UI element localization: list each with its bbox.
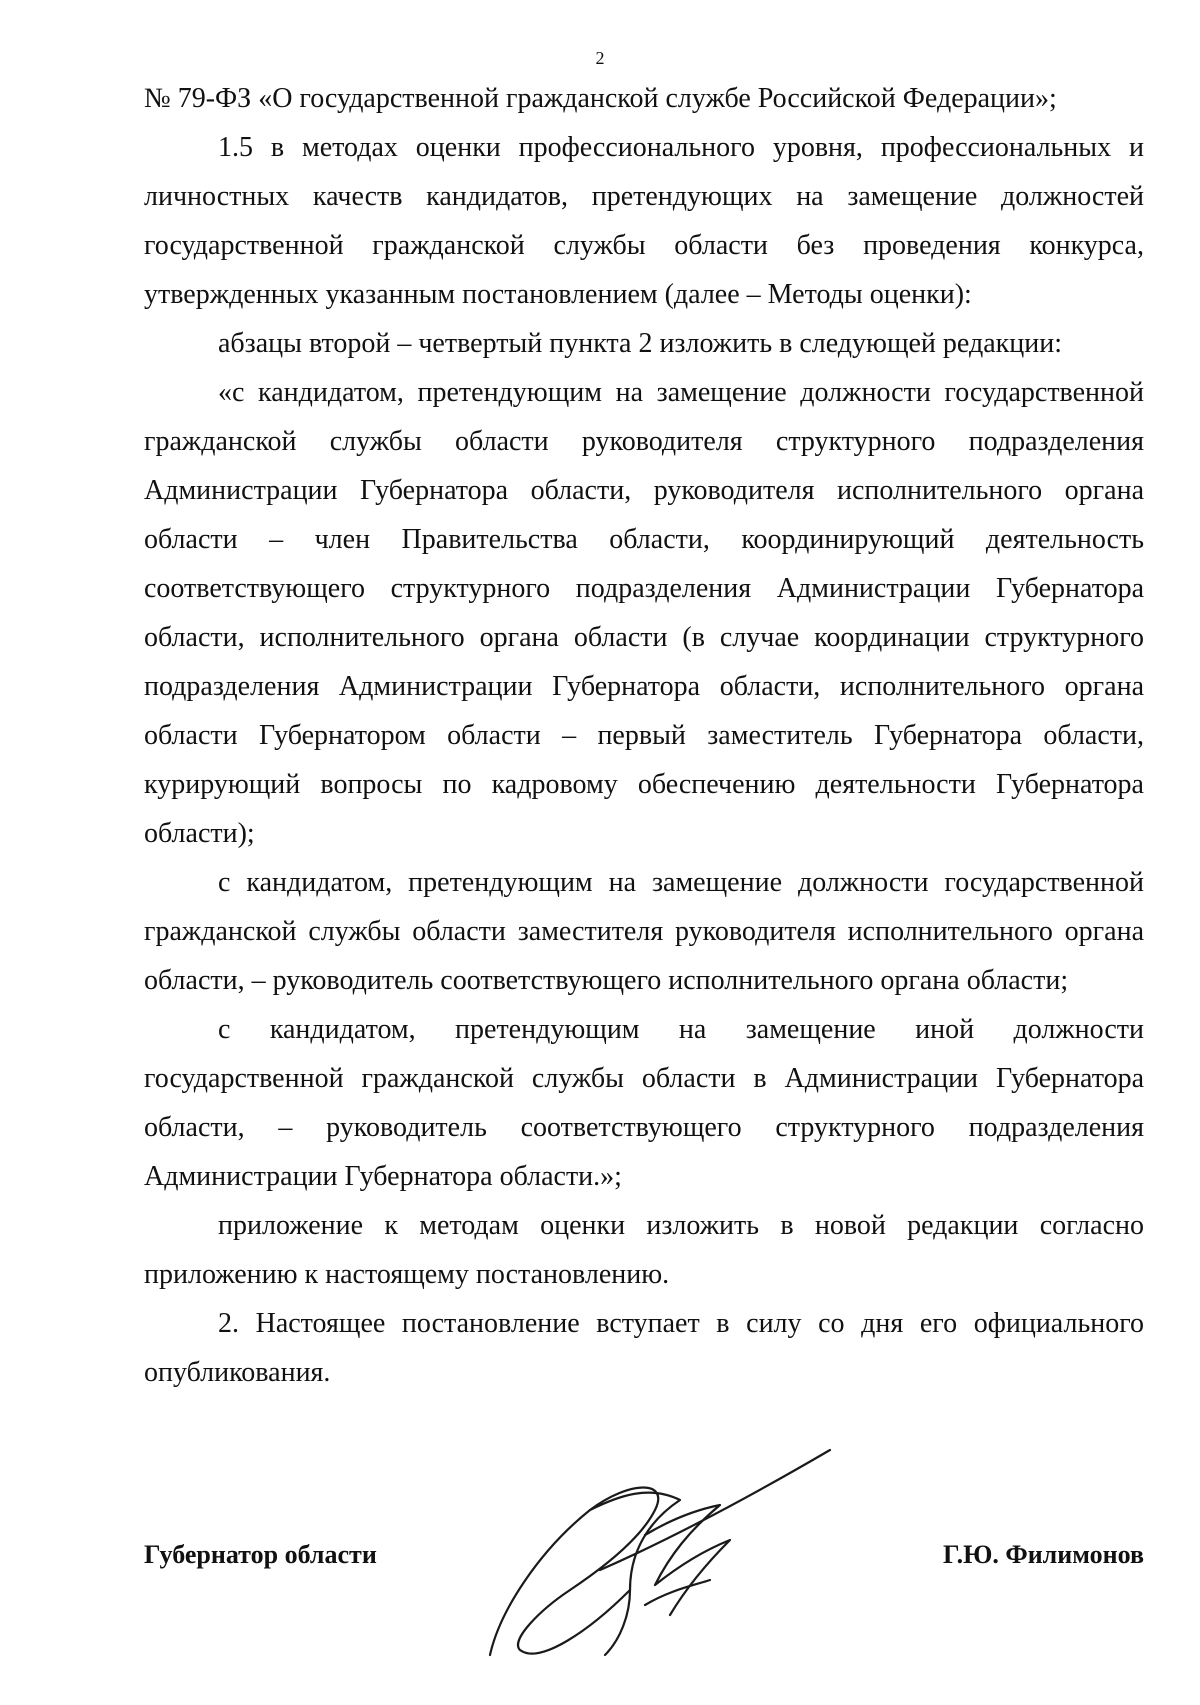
signer-position: Губернатор области (144, 1540, 377, 1569)
paragraph-item-2: 2. Настоящее постановление вступает в силу со дня его официального опубликования. (144, 1308, 1144, 1388)
document-body (144, 74, 1144, 1397)
paragraph-amendment-3: с кандидатом, претендующим на замещение иной должности государственной гражданской службы области в Администрации Губернатора области, – руководитель соответствующего структурного подразделения Администрации Губернатора области.»; (144, 1014, 1144, 1192)
signature-block (144, 1530, 1144, 1580)
paragraph-amendment-intro: абзацы второй – четвертый пункта 2 изложить в следующей редакции: (218, 328, 1062, 359)
paragraph-amendment-1: «с кандидатом, претендующим на замещение должности государственной гражданской службы области руководителя структурного подразделения Администрации Губернатора области, руководителя исполнительного органа области – член Правительства области, координирующий деятельность соответствующего структурного подразделения Администрации Губернатора области, исполнительного органа области (в случае координации структурного подразделения Администрации Губернатора области, исполнительного органа области Губернатором области – первый заместитель Губернатора области, курирующий вопросы по кадровому обеспечению деятельности Губернатора области); (144, 377, 1144, 849)
signer-name: Г.Ю. Филимонов (942, 1540, 1144, 1569)
page-number: 2 (595, 48, 605, 68)
paragraph-item-1-5: 1.5 в методах оценки профессионального уровня, профессиональных и личностных качеств кандидатов, претендующих на замещение должностей государственной гражданской службы области без проведения конкурса, утвержденных указанным постановлением (далее – Методы оценки): (144, 132, 1144, 310)
paragraph-continuation: № 79-ФЗ «О государственной гражданской службе Российской Федерации»; (144, 83, 1057, 114)
paragraph-appendix: приложение к методам оценки изложить в новой редакции согласно приложению к настоящему постановлению. (144, 1210, 1144, 1290)
paragraph-amendment-2: с кандидатом, претендующим на замещение должности государственной гражданской службы области заместителя руководителя исполнительного органа области, – руководитель соответствующего исполнительного органа области; (144, 867, 1144, 996)
